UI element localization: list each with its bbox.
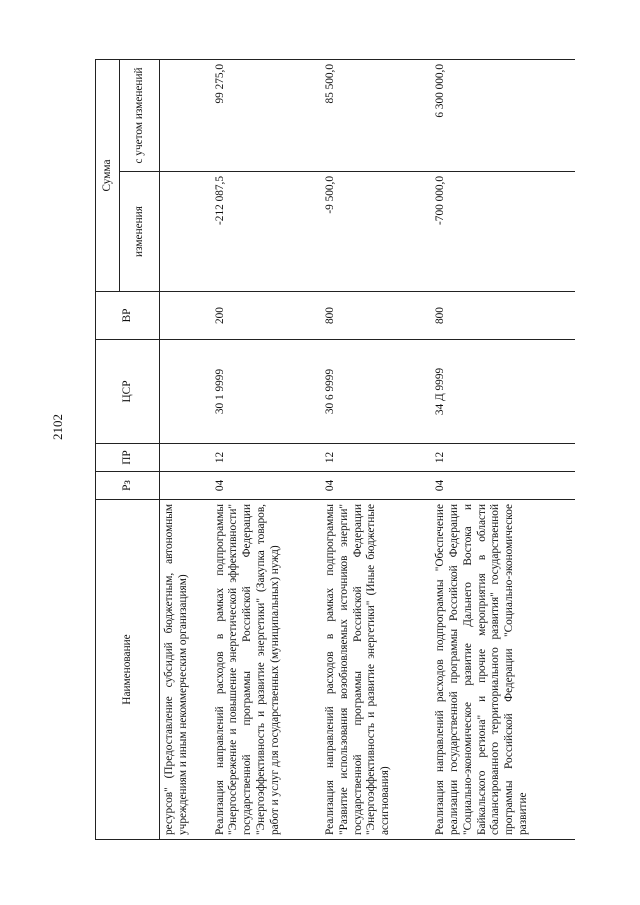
row-changes: -212 087,5 (206, 172, 316, 292)
row-pr: 12 (316, 444, 426, 472)
header-changes: изменения (120, 172, 160, 292)
table-row (206, 60, 316, 840)
table-row (426, 60, 575, 840)
row-pr: 12 (206, 444, 316, 472)
rotated-table-container (95, 60, 575, 840)
row-vr: 800 (316, 292, 426, 340)
header-with-changes: с учетом изменений (120, 60, 160, 172)
row-rz: 04 (206, 472, 316, 500)
header-rz: Рз (96, 472, 160, 500)
row-rz: 04 (316, 472, 426, 500)
row-pr (160, 444, 206, 472)
table-row (160, 60, 206, 840)
row-changes: -9 500,0 (316, 172, 426, 292)
header-sum: Сумма (96, 60, 120, 292)
header-csr: ЦСР (96, 340, 160, 444)
row-csr (160, 340, 206, 444)
row-total: 85 500,0 (316, 60, 426, 172)
row-vr: 200 (206, 292, 316, 340)
row-changes (160, 172, 206, 292)
row-vr (160, 292, 206, 340)
header-vr: ВР (96, 292, 160, 340)
row-csr: 34 Д 9999 (426, 340, 575, 444)
table-row (316, 60, 426, 840)
header-name: Наименование (96, 500, 160, 840)
row-csr: 30 1 9999 (206, 340, 316, 444)
row-name: Реализация направлений расходов в рамках подпрограммы "Энергосбережение и повышение энергетической эффективности" государственной программы Российской Федерации "Энергоэффективность и развитие энергетики" (Закупка товаров, работ и услуг для государственных (муниципальных) нужд) (206, 500, 316, 840)
row-rz (160, 472, 206, 500)
page-number: 2102 (50, 414, 65, 440)
row-pr: 12 (426, 444, 575, 472)
header-pr: ПР (96, 444, 160, 472)
row-csr: 30 6 9999 (316, 340, 426, 444)
row-name: ресурсов" (Предоставление субсидий бюджетным, автономным учреждениям и иным некоммерческим организациям) (160, 500, 206, 840)
row-rz: 04 (426, 472, 575, 500)
row-changes: -700 000,0 (426, 172, 575, 292)
row-total: 6 300 000,0 (426, 60, 575, 172)
row-total: 99 275,0 (206, 60, 316, 172)
row-name: Реализация направлений расходов в рамках подпрограммы "Развитие использования возобновляемых источников энергии" государственной программы Российской Федерации "Энергоэффективность и развитие энергетики" (Иные бюджетные ассигнования) (316, 500, 426, 840)
row-name: Реализация направлений расходов подпрограммы "Обеспечение реализации государственной программы Российской Федерации "Социально-экономическое развитие Дальнего Востока и Байкальского региона" и прочие мероприятия в области сбалансированного территориального развития" государственной программы Российской Федерации "Социально-экономическое развитие (426, 500, 575, 840)
budget-table (95, 59, 575, 840)
row-vr: 800 (426, 292, 575, 340)
row-total (160, 60, 206, 172)
